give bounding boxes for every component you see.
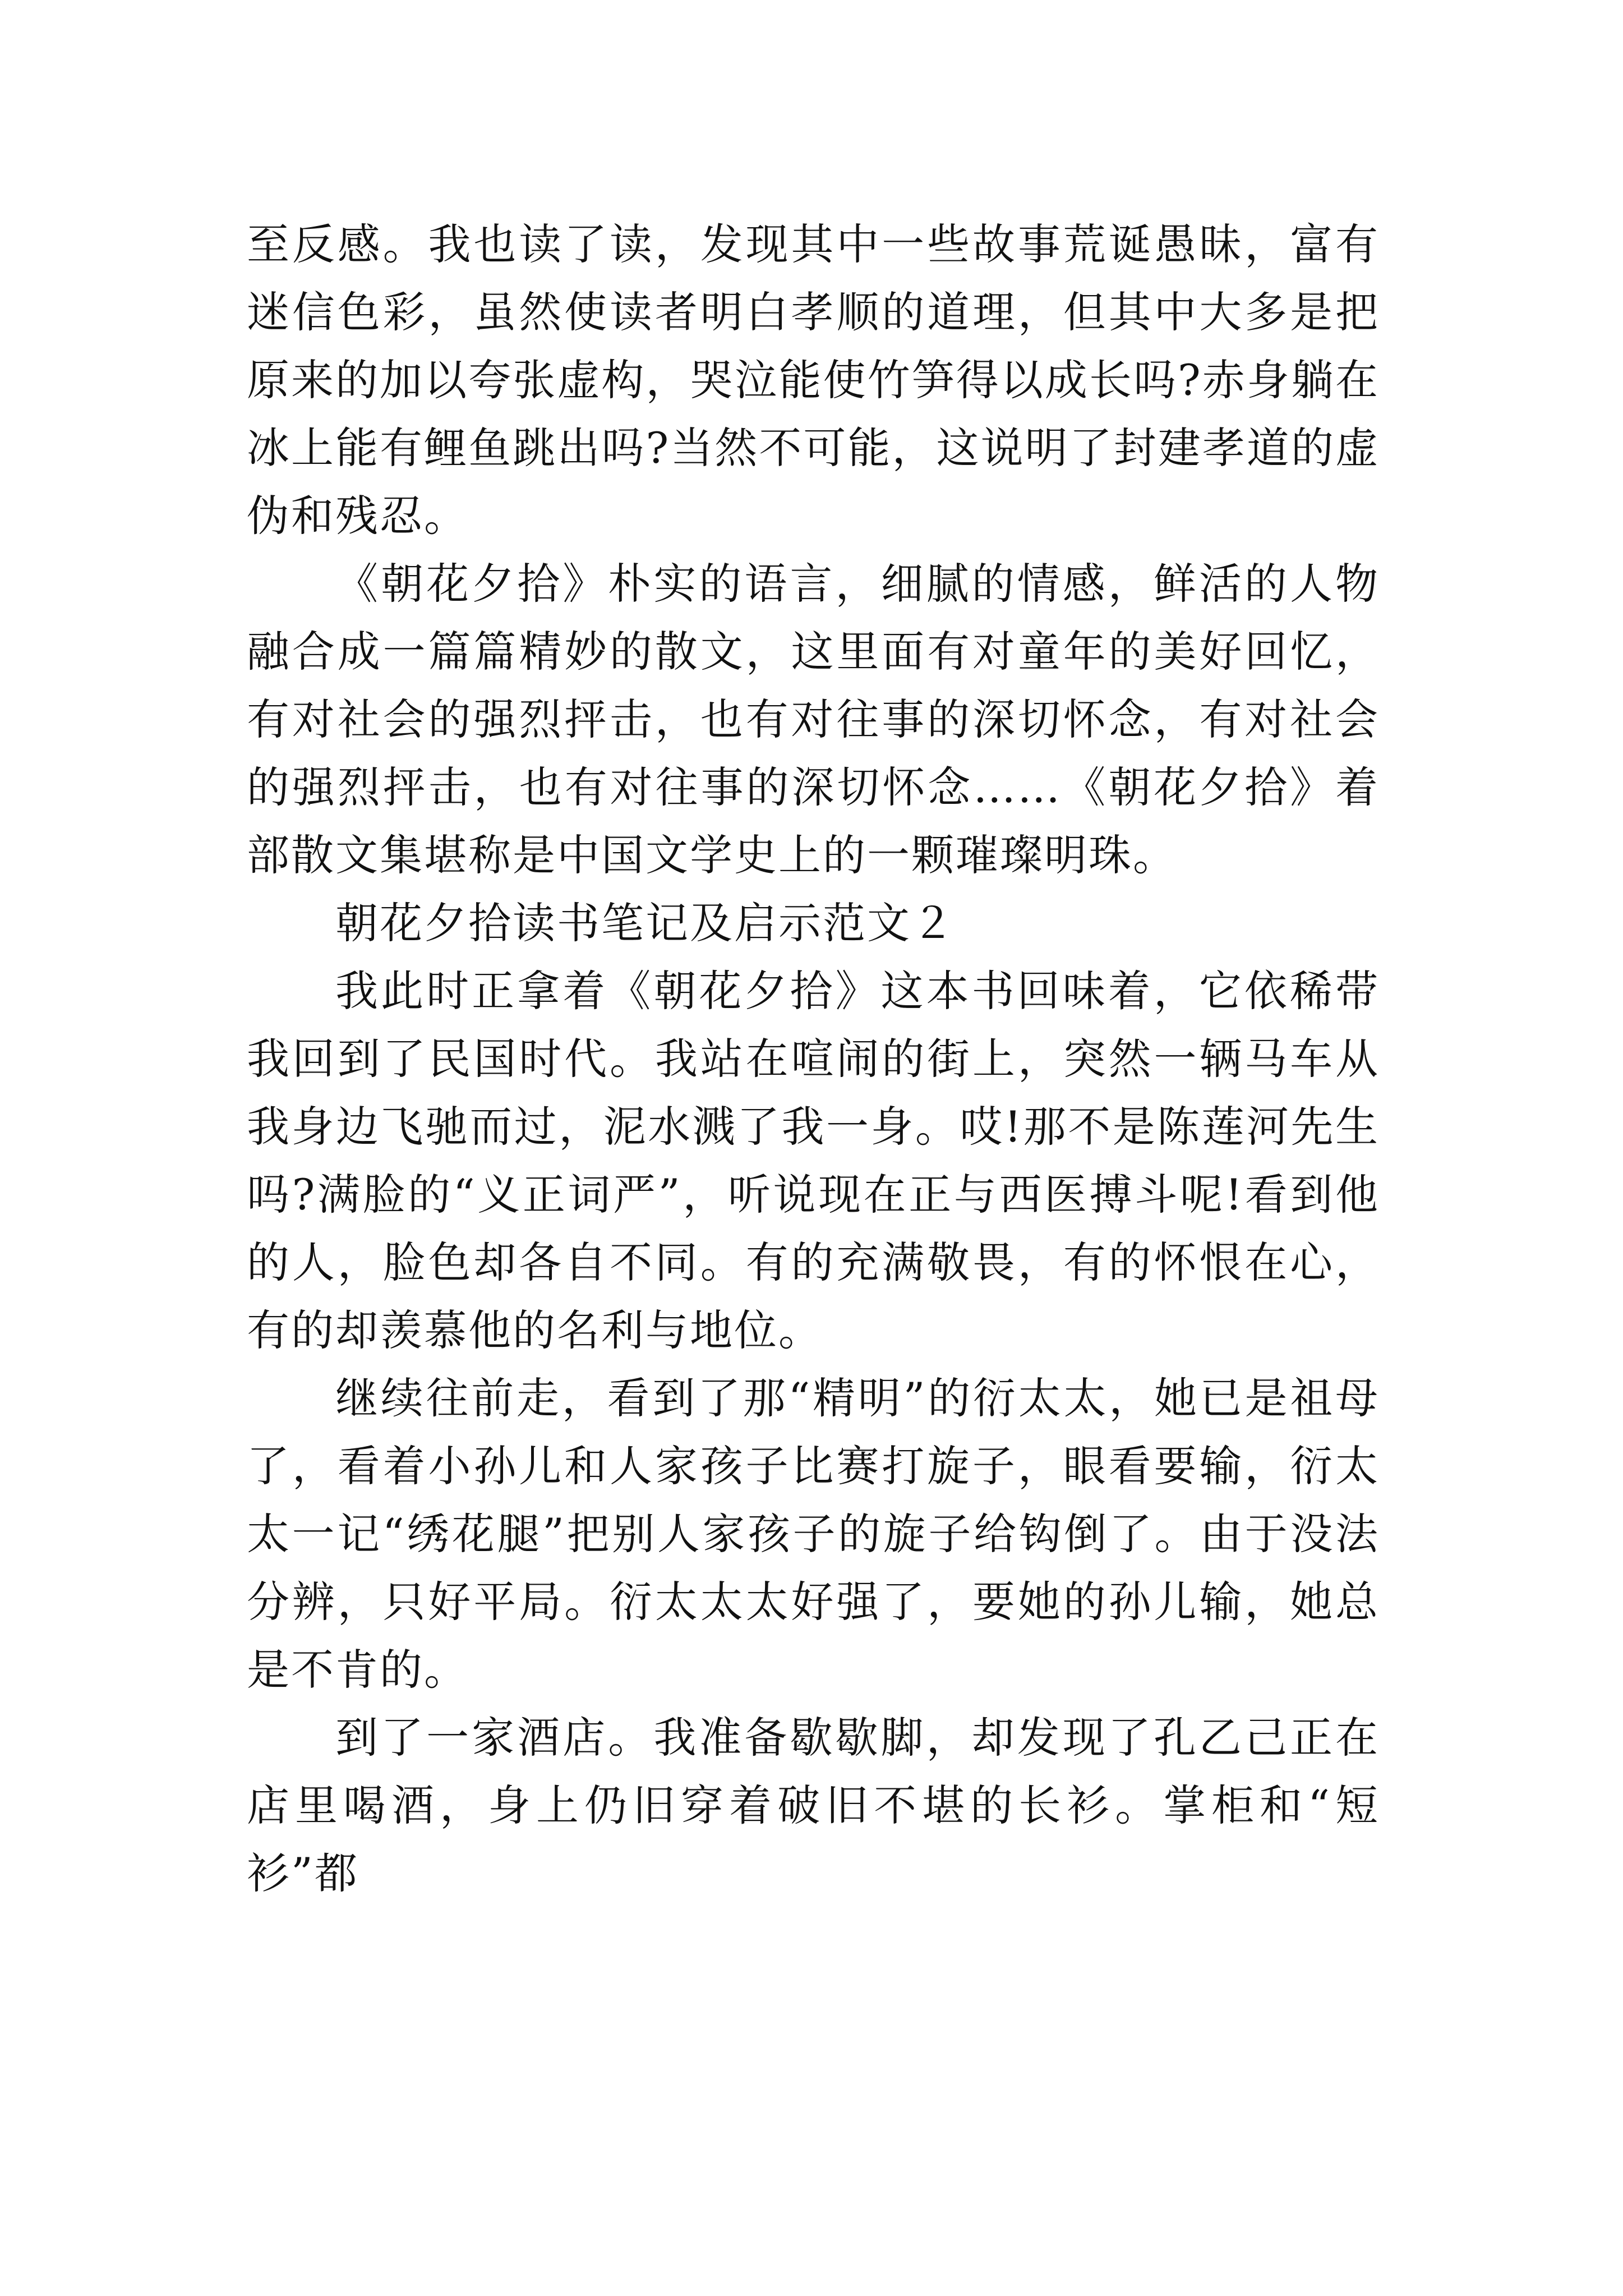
paragraph-yan-taitai: 继续往前走，看到了那“精明”的衍太太，她已是祖母了，看着小孙儿和人家孩子比赛打旋子，眼看要输，衍太太一记“绣花腿”把别人家孩子的旋子给钩倒了。由于没法分辨，只好平局。衍太太太好强了，要她的孙儿输，她总是不肯的。 [247,1373,1380,1695]
paragraph-tavern: 到了一家酒店。我准备歇歇脚，却发现了孔乙己正在店里喝酒，身上仍旧穿着破旧不堪的长衫。掌柜和“短衫”都 [247,1713,1380,1898]
paragraph-summary: 《朝花夕拾》朴实的语言，细腻的情感，鲜活的人物融合成一篇篇精妙的散文，这里面有对童年的美好回忆，有对社会的强烈抨击，也有对往事的深切怀念，有对社会的强烈抨击，也有对往事的深切怀念……《朝花夕拾》着部散文集堪称是中国文学史上的一颗璀璨明珠。 [247,559,1380,880]
section-title: 朝花夕拾读书笔记及启示范文２ [335,898,956,948]
paragraph-continued: 至反感。我也读了读，发现其中一些故事荒诞愚昧，富有迷信色彩，虽然使读者明白孝顺的道理，但其中大多是把原来的加以夸张虚构，哭泣能使竹笋得以成长吗?赤身躺在冰上能有鲤鱼跳出吗?当然不可能，这说明了封建孝道的虚伪和残忍。 [247,219,1380,541]
document-body [247,210,1380,1907]
paragraph-street-scene: 我此时正拿着《朝花夕拾》这本书回味着，它依稀带我回到了民国时代。我站在喧闹的街上，突然一辆马车从我身边飞驰而过，泥水溅了我一身。哎!那不是陈莲河先生吗?满脸的“义正词严”，听说现在正与西医搏斗呢!看到他的人，脸色却各自不同。有的充满敬畏，有的怀恨在心，有的却羡慕他的名利与地位。 [247,966,1380,1355]
